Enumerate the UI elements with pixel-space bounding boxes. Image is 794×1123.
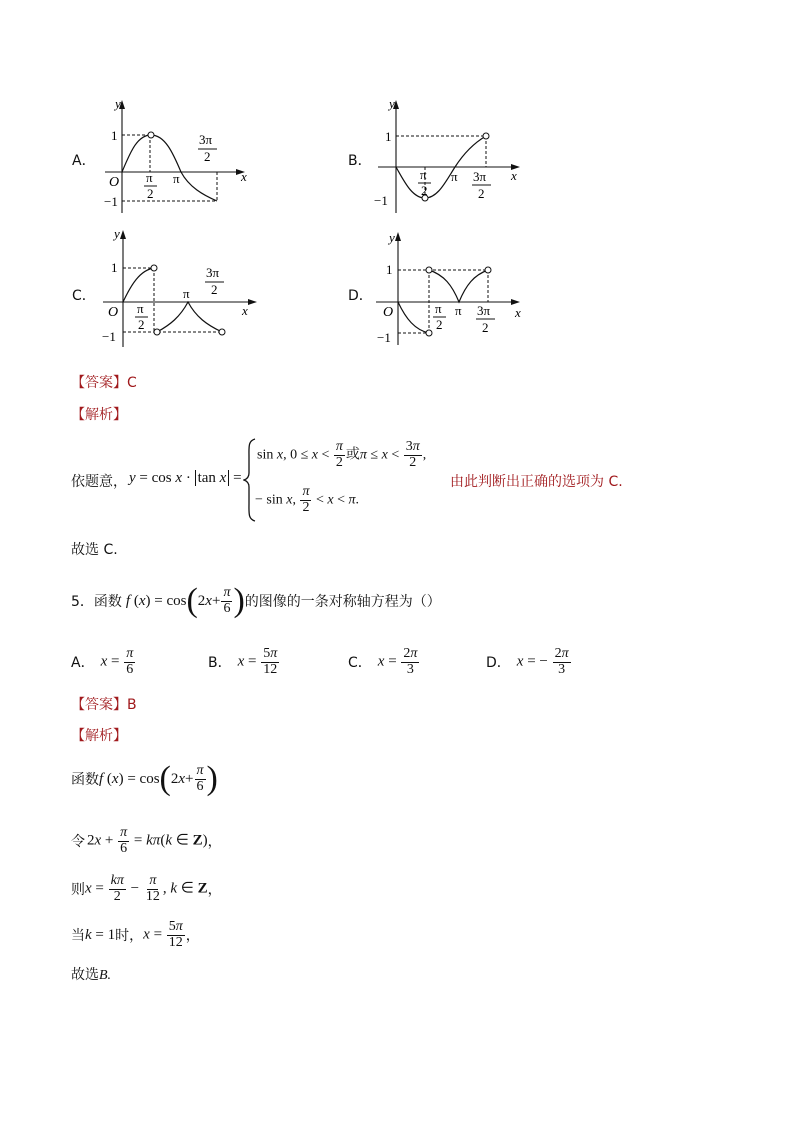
- curve: [123, 268, 154, 302]
- q5-stem: [71, 584, 441, 618]
- q5-line-4: 当 k = 1 时， x = $\frac{5\pi}{12}$ ，: [71, 919, 200, 950]
- x-label: x: [515, 305, 521, 320]
- q5-line-1: 函数 f ( x ) = cos ( 2 x + $\frac{\pi}{6}$ ): [71, 760, 218, 797]
- line-suffix: ，: [185, 928, 200, 945]
- q4-analysis-label: 【解析】: [71, 407, 127, 423]
- option-a-label: A．: [72, 153, 96, 169]
- two-label: 2: [478, 186, 485, 201]
- choose-value: B.: [99, 968, 112, 983]
- curve: [398, 302, 429, 333]
- q5-answer: [71, 694, 137, 714]
- open-point: [483, 133, 489, 139]
- pi-num: π: [420, 167, 427, 182]
- option-label: C．: [348, 655, 372, 672]
- x-axis-arrow-icon: [248, 299, 257, 305]
- line-prefix: 令: [71, 834, 85, 851]
- origin-label: O: [108, 305, 119, 320]
- line-suffix: ，: [207, 834, 222, 851]
- q4-answer: [71, 372, 137, 392]
- one-label: 1: [385, 129, 392, 144]
- one-label: 1: [386, 262, 393, 277]
- option-b-label: B．: [348, 153, 372, 169]
- option-label: B．: [208, 655, 232, 672]
- origin-label: O: [383, 305, 394, 320]
- q4-choose: 故选 C.: [71, 542, 118, 558]
- line-prefix: 当: [71, 928, 85, 945]
- open-point: [219, 329, 225, 335]
- origin-label: O: [109, 175, 120, 190]
- curve: [157, 302, 222, 332]
- graph-c: [95, 225, 265, 350]
- neg-one-label: −1: [104, 194, 118, 209]
- y-label: y: [389, 230, 395, 245]
- y-label: y: [114, 226, 120, 241]
- curve: [429, 270, 488, 302]
- q5-stem-suffix: 的图像的一条对称轴方程为（）: [244, 594, 441, 610]
- q5-line-3: 则 x = $\frac{k\pi}{2}$ − $\frac{\pi}{12}$ , k ∈ Z ，: [71, 873, 222, 904]
- q5-line-2: 令 2x + $\frac{\pi}{6}$ = kπ(k ∈ Z) ，: [71, 825, 222, 856]
- pi-label: π: [183, 286, 190, 301]
- piecewise-case-1: sin x, 0 ≤ x < $\frac{\pi}{2}$ 或π ≤ x < $\frac{3\pi}{2}$ ,: [257, 439, 427, 470]
- option-d-label: D．: [348, 288, 373, 304]
- two-label: 2: [204, 149, 211, 164]
- open-point: [148, 132, 154, 138]
- two-label: 2: [436, 317, 443, 332]
- three-pi-num: 3π: [206, 265, 220, 280]
- option-label: A．: [71, 655, 95, 672]
- q5-analysis-label: 【解析】: [71, 728, 127, 744]
- open-point: [151, 265, 157, 271]
- open-point: [485, 267, 491, 273]
- option-c-label: C．: [72, 288, 96, 304]
- three-pi-num: 3π: [473, 169, 487, 184]
- one-label: 1: [111, 260, 118, 275]
- two-label: 2: [211, 282, 218, 297]
- x-label: x: [241, 169, 247, 184]
- graph-b: [370, 95, 530, 220]
- y-label: y: [389, 96, 395, 111]
- q5-option-c: C． x = $\frac{2\pi}{3}$: [348, 646, 418, 677]
- pi-num: π: [137, 301, 144, 316]
- q5-option-b: B． x = $\frac{5\pi}{12}$: [208, 646, 278, 677]
- x-label: x: [511, 168, 517, 183]
- q5-function: f ( x ) = cos ( 2 x + $\frac{\pi}{6}$ ): [125, 582, 245, 619]
- q4-formula-lhs: y = cos x · tan x =: [129, 470, 242, 486]
- neg-one-label: −1: [377, 330, 391, 345]
- neg-one-label: −1: [374, 193, 388, 208]
- pi-label: π: [173, 171, 180, 186]
- two-label: 2: [147, 186, 154, 201]
- q5-option-d: D． x = − $\frac{2\pi}{3}$: [486, 646, 569, 677]
- open-point: [154, 329, 160, 335]
- answer-value: C: [127, 375, 137, 391]
- two-label: 2: [421, 183, 428, 198]
- answer-value: B: [127, 697, 137, 713]
- neg-one-label: −1: [102, 329, 116, 344]
- two-label: 2: [482, 320, 489, 335]
- y-axis-arrow-icon: [395, 232, 401, 241]
- option-label: D．: [486, 655, 511, 672]
- pi-num: π: [435, 301, 442, 316]
- q4-conclusion: 由此判断出正确的选项为 C.: [450, 474, 623, 490]
- y-axis-arrow-icon: [120, 230, 126, 239]
- line-mid: 时，: [115, 928, 144, 945]
- pi-num: π: [146, 170, 153, 185]
- answer-label: 【答案】: [71, 375, 127, 391]
- graph-a: [95, 95, 255, 220]
- one-label: 1: [111, 128, 118, 143]
- piecewise-case-2: − sin x, $\frac{\pi}{2}$ < x < π.: [255, 484, 360, 515]
- choose-prefix: 故选: [71, 967, 99, 983]
- q4-intro: 依题意，: [71, 474, 127, 490]
- x-label: x: [242, 303, 248, 318]
- three-pi-num: 3π: [477, 303, 491, 318]
- open-point: [426, 330, 432, 336]
- answer-label: 【答案】: [71, 697, 127, 713]
- pi-label: π: [451, 169, 458, 184]
- graph-d: [370, 225, 535, 350]
- two-label: 2: [138, 317, 145, 332]
- line-suffix: ，: [207, 882, 222, 899]
- y-label: y: [115, 96, 121, 111]
- q5-choose: [71, 964, 111, 984]
- q5-number: 5．函数: [71, 594, 122, 610]
- line-prefix: 函数: [71, 772, 99, 788]
- three-pi-num: 3π: [199, 132, 213, 147]
- line-prefix: 则: [71, 882, 85, 899]
- q5-option-a: A． x = $\frac{\pi}{6}$: [71, 646, 134, 677]
- pi-label: π: [455, 303, 462, 318]
- open-point: [426, 267, 432, 273]
